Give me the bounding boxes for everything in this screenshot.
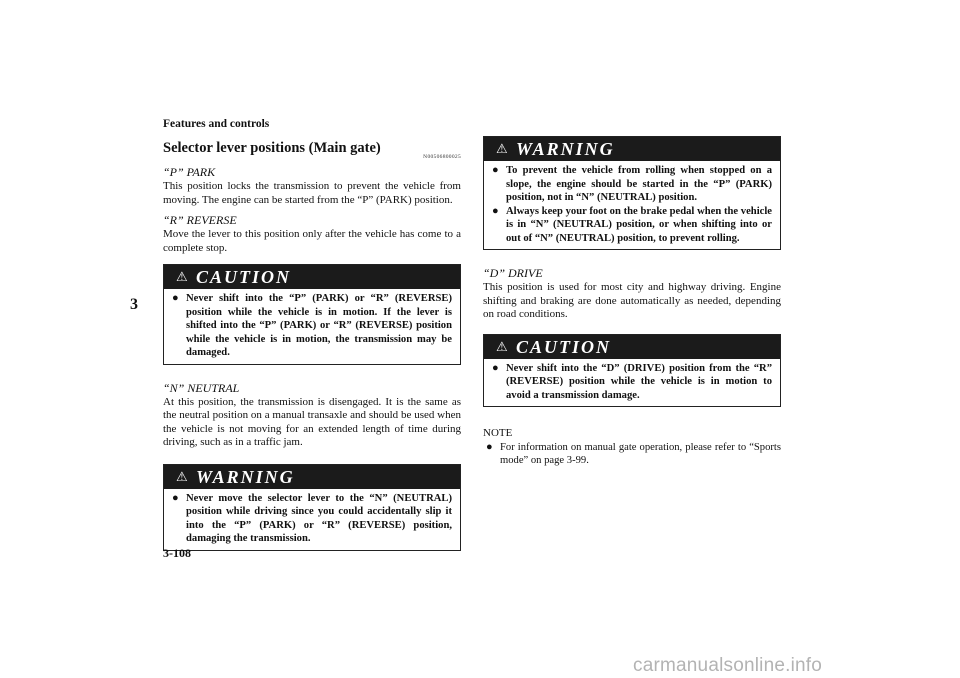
section-title: Selector lever positions (Main gate) xyxy=(163,140,381,156)
park-text: This position locks the transmission to prevent the vehicle from moving. The engine can be started from the “P” (PARK) position. xyxy=(163,180,461,206)
warning-item-text: Never move the selector lever to the “N” (NEUTRAL) position while driving since you could accidentally slip it into the “P” (PARK) or “R” (REVERSE) position, damaging the transmission. xyxy=(186,492,452,544)
warning-triangle-icon: ⚠ xyxy=(176,269,188,284)
caution-item-text: Never shift into the “P” (PARK) or “R” (REVERSE) position while the vehicle is in motion. If the lever is shifted into the “P” (PARK) or “R” (REVERSE) position while the vehicle is in motion, the transmission may be damaged. xyxy=(186,293,452,358)
bullet-icon: ● xyxy=(486,440,493,453)
warning-header xyxy=(484,137,780,161)
warning-item xyxy=(492,205,772,246)
warning-box xyxy=(483,136,781,250)
caution-box xyxy=(163,264,461,365)
warning-label: WARNING xyxy=(516,139,615,159)
caution-header xyxy=(484,335,780,359)
caution-item xyxy=(492,362,772,403)
chapter-tab xyxy=(120,96,158,584)
park-title: “P” PARK xyxy=(163,165,216,179)
reverse-text: Move the lever to this position only after the vehicle has come to a complete stop. xyxy=(163,228,461,254)
warning-item xyxy=(492,164,772,205)
page-number: 3-108 xyxy=(163,546,191,560)
caution-label: CAUTION xyxy=(196,267,292,287)
warning-label: WARNING xyxy=(196,466,295,487)
warning-header xyxy=(164,465,460,489)
warning-triangle-icon: ⚠ xyxy=(496,338,508,354)
bullet-icon: ● xyxy=(492,361,499,374)
right-column xyxy=(483,136,781,468)
footer-watermark[interactable]: carmanualsonline.info xyxy=(633,655,823,676)
running-header: Features and controls xyxy=(163,118,270,130)
note-label: NOTE xyxy=(483,427,513,439)
drive-text: This position is used for most city and highway driving. Engine shifting and braking are done automatically as needed, depending on road conditions. xyxy=(483,281,781,320)
caution-label: CAUTION xyxy=(516,336,612,357)
warning-item-text: Always keep your foot on the brake pedal when the vehicle is in “N” (NEUTRAL) position, or when shifting into or out of “N” (NEUTRAL) position, to prevent rolling. xyxy=(506,205,772,244)
caution-item-text: Never shift into the “D” (DRIVE) position from the “R” (REVERSE) position while the vehicle is in motion to avoid a transmission damage. xyxy=(506,362,772,401)
drive-title: “D” DRIVE xyxy=(483,266,543,280)
left-column xyxy=(163,139,461,551)
note-item-text: For information on manual gate operation, please refer to “Sports mode” on page 3-99. xyxy=(500,441,781,466)
section-code: N00506800025 xyxy=(423,154,461,160)
warning-item xyxy=(172,492,452,546)
bullet-icon: ● xyxy=(172,491,179,504)
neutral-title: “N” NEUTRAL xyxy=(163,380,240,395)
bullet-icon: ● xyxy=(172,292,179,304)
bullet-icon: ● xyxy=(492,204,499,217)
caution-box xyxy=(483,334,781,408)
warning-triangle-icon: ⚠ xyxy=(496,141,508,156)
bullet-icon: ● xyxy=(492,164,499,176)
note-item xyxy=(483,441,781,468)
neutral-text: At this position, the transmission is disengaged. It is the same as the neutral position on a manual transaxle and should be used when the vehicle is not moving for an extended length of time during driving, such as in a traffic jam. xyxy=(163,395,461,448)
warning-item-text: To prevent the vehicle from rolling when stopped on a slope, the engine should be started in the “P” (PARK) position, not in “N” (NEUTRAL) position. xyxy=(506,165,772,203)
caution-item xyxy=(172,292,452,360)
warning-triangle-icon: ⚠ xyxy=(176,468,188,484)
reverse-title: “R” REVERSE xyxy=(163,213,237,227)
caution-header xyxy=(164,265,460,289)
chapter-number: 3 xyxy=(130,296,138,313)
warning-box xyxy=(163,464,461,551)
